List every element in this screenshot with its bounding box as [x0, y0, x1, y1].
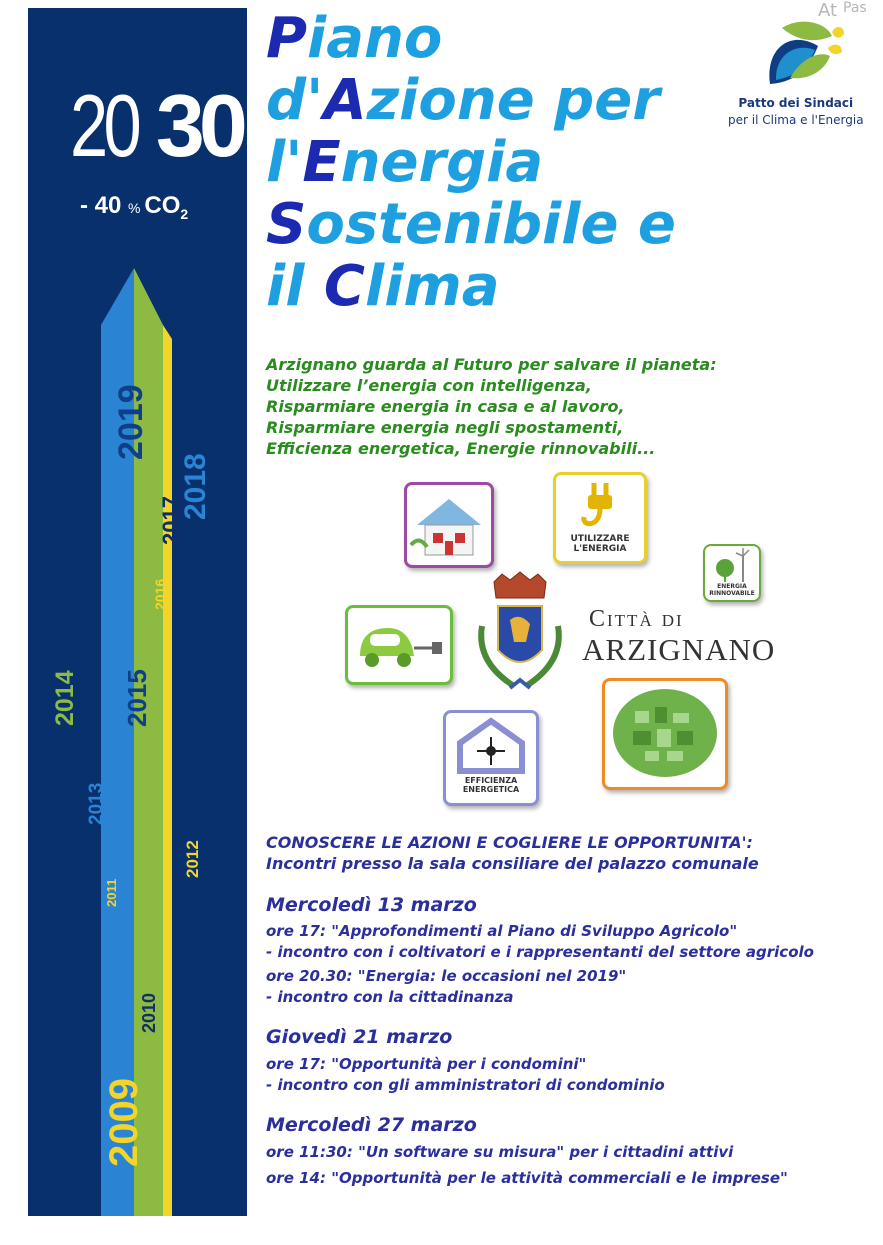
event-line: ore 20.30: "Energia: le occasioni nel 2019" [266, 967, 627, 985]
year-label: 2009 [102, 1078, 146, 1167]
program-heading: CONOSCERE LE AZIONI E COGLIERE LE OPPORTUNITA': [266, 833, 753, 852]
program-subheading: Incontri presso la sala consiliare del palazzo comunale [266, 854, 759, 873]
page-title [266, 8, 676, 318]
house-icon [404, 482, 494, 568]
day-heading: Mercoledì 27 marzo [266, 1114, 477, 1136]
target-year: 20 30 [70, 76, 242, 175]
title-line: Piano [266, 6, 443, 71]
event-line: - incontro con gli amministratori di condominio [266, 1076, 665, 1094]
intro-line: Arzignano guarda al Futuro per salvare il pianeta: [266, 355, 717, 374]
co2-target: - 40 % $CO_2$ [80, 192, 189, 222]
event-line: - incontro con la cittadinanza [266, 988, 514, 1006]
logo-text [728, 95, 864, 129]
intro-line: Risparmiare energia in casa e al lavoro, [266, 397, 625, 416]
coat-of-arms-icon [468, 570, 572, 704]
year-label: 2012 [183, 840, 202, 878]
year-label: 2019 [112, 384, 150, 460]
year-label: 2010 [139, 992, 159, 1033]
logo-cropped-text: Pas [843, 0, 867, 16]
icon-caption: ENERGIA RINNOVABILE [709, 583, 755, 597]
event-line: ore 17: "Opportunità per i condomini" [266, 1055, 587, 1073]
event-line: ore 17: "Approfondimenti al Piano di Sviluppo Agricolo" [266, 922, 738, 940]
year-label: 2014 [51, 670, 79, 726]
icon-caption: UTILIZZARE L'ENERGIA [570, 534, 630, 554]
city-name: ARZIGNANO [582, 632, 776, 667]
intro-line: Utilizzare l’energia con intelligenza, [266, 376, 592, 395]
title-line: il Clima [266, 254, 500, 319]
intro-line: Efficienza energetica, Energie rinnovabili... [266, 439, 656, 458]
logo-cropped-text: At [818, 0, 838, 21]
utilizzare-energia-icon [553, 472, 647, 564]
event-line: ore 14: "Opportunità per le attività commerciali e le imprese" [266, 1169, 788, 1187]
day-heading: Mercoledì 13 marzo [266, 894, 477, 916]
green-city-icon [602, 678, 728, 790]
logo-subtitle: per il Clima e l'Energia [728, 113, 864, 127]
intro-line: Risparmiare energia negli spostamenti, [266, 418, 624, 437]
year-label: 2011 [104, 878, 119, 907]
day-heading: Giovedì 21 marzo [266, 1026, 453, 1048]
intro-text [266, 354, 717, 459]
title-line: l'Energia [266, 130, 544, 195]
event-line: ore 11:30: "Un software su misura" per i cittadini attivi [266, 1143, 734, 1161]
efficienza-energetica-icon [443, 710, 539, 806]
icon-caption: EFFICIENZA ENERGETICA [462, 776, 520, 794]
title-line: Sostenibile e [266, 192, 676, 257]
event-line: - incontro con i coltivatori e i rappresentanti del settore agricolo [266, 943, 814, 961]
title-line: d'Azione per [266, 68, 660, 133]
energia-rinnovabile-icon [703, 544, 761, 602]
year-label: 2016 [152, 578, 168, 610]
logo-name: Patto dei Sindaci [738, 96, 854, 110]
year-label: 2017 [158, 496, 183, 545]
city-prefix: Città di [589, 606, 684, 632]
year-label: 2013 [86, 782, 107, 825]
year-label: 2018 [179, 453, 212, 520]
electric-car-icon [345, 605, 453, 685]
year-label: 2015 [122, 669, 152, 727]
patto-dei-sindaci-logo-icon [760, 14, 846, 90]
